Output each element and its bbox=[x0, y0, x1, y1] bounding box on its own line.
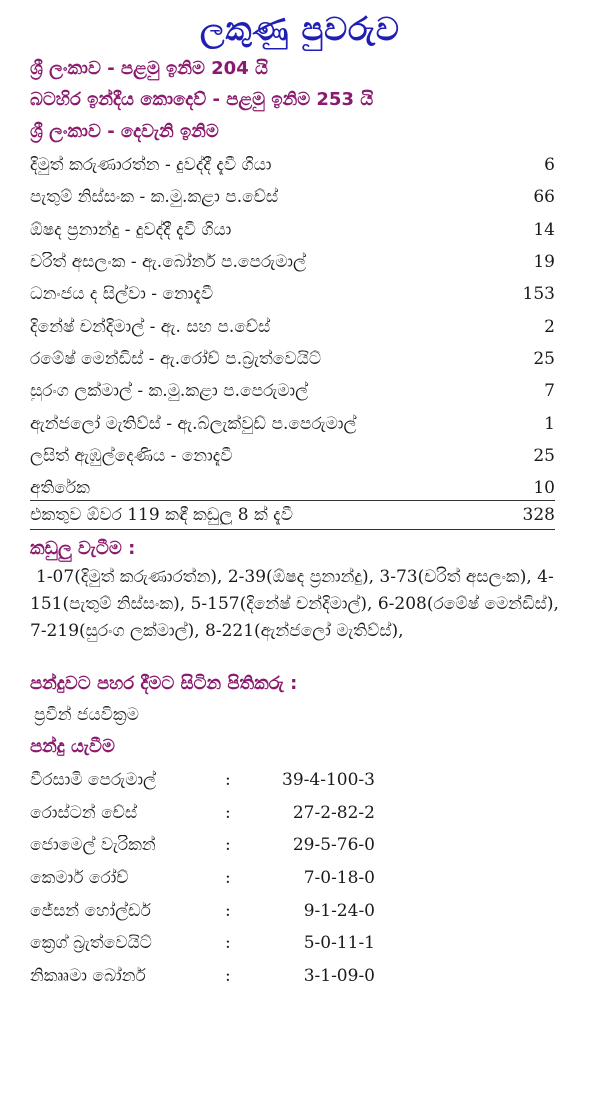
extras-runs: 10 bbox=[533, 478, 555, 499]
bowler-name: වීරසාමි පෙරුමාල් bbox=[30, 770, 157, 791]
batsman-runs: 66 bbox=[533, 187, 555, 208]
table-row bbox=[30, 862, 450, 895]
bowler-name: ක්‍රෙග් බ්‍රැත්වෙයිට් bbox=[30, 933, 152, 954]
bowler-figures: 7-0-18-0 bbox=[303, 868, 375, 889]
bowler-figures: 29-5-76-0 bbox=[292, 835, 375, 856]
sl-first-innings-heading: ශ්‍රී ලංකාව - පළමු ඉනිම 204 යි bbox=[30, 58, 268, 79]
table-row bbox=[30, 214, 555, 246]
table-row bbox=[30, 181, 555, 213]
table-row bbox=[30, 797, 450, 830]
bowler-name: නික්‍රූමා බෝනර් bbox=[30, 965, 146, 986]
dnb-player: ප්‍රවීන් ජයවික්‍රම bbox=[34, 705, 139, 725]
separator: : bbox=[225, 933, 231, 954]
total-label: එකතුව ඕවර 119 කඳී කඩුලු 8 ක් දැවී bbox=[30, 505, 293, 525]
table-row bbox=[30, 829, 450, 862]
batsman-name: සුරංග ලක්මාල් - ක.මු.කළා ප.පෙරුමාල් bbox=[30, 381, 309, 402]
bowler-figures: 39-4-100-3 bbox=[282, 770, 375, 791]
dnb-heading: පන්දුවට පහර දීමට සිටින පිතිකරු : bbox=[30, 673, 298, 694]
separator: : bbox=[225, 900, 231, 921]
bowler-figures: 3-1-09-0 bbox=[303, 965, 375, 986]
table-row bbox=[30, 375, 555, 407]
table-row bbox=[30, 310, 555, 342]
fow-text: 1-07(දිමුත් කරුණාරත්න), 2-39(ඕෂද ප්‍රනාන්දු), 3-73(චරිත් අසලංක), 4-151(පැතුම් නිස්සංක), 5-157(දිනේෂ් චන්දිමාල්), 6-208(රමේෂ් මෙන්ඩිස්), 7-219(සුරංග ලක්මාල්), 8-221(ඇන්ජලෝ මැතිව්ස්), bbox=[30, 567, 559, 641]
separator: : bbox=[225, 770, 231, 791]
batsman-runs: 6 bbox=[544, 155, 555, 176]
wi-first-innings-heading: බටහිර ඉන්දීය කොදෙව් - පළමු ඉනිම 253 යි bbox=[30, 89, 374, 110]
batsman-runs: 14 bbox=[533, 219, 555, 240]
batsman-name: ධනංජය ද සිල්වා - නොදැවී bbox=[30, 284, 214, 305]
table-row bbox=[30, 927, 450, 960]
total-row bbox=[30, 500, 555, 530]
table-row bbox=[30, 894, 450, 927]
total-runs: 328 bbox=[522, 505, 555, 525]
sl-second-innings-heading: ශ්‍රී ලංකාව - දෙවැනි ඉනිම bbox=[30, 121, 219, 142]
table-row bbox=[30, 246, 555, 278]
batsman-name: පැතුම් නිස්සංක - ක.මු.කළා ප.චේස් bbox=[30, 187, 279, 208]
batsman-runs: 2 bbox=[544, 316, 555, 337]
batsman-runs: 153 bbox=[522, 284, 555, 305]
batsman-runs: 19 bbox=[533, 252, 555, 273]
batsman-name: චරිත් අසලංක - ඇ.බෝනර් ප.පෙරුමාල් bbox=[30, 252, 306, 273]
extras-label: අතිරේක bbox=[30, 478, 90, 499]
batsman-runs: 1 bbox=[544, 413, 555, 434]
batsman-name: ඇන්ජලෝ මැතිව්ස් - ඇ.බ්ලැක්වුඩ් ප.පෙරුමාල් bbox=[30, 413, 357, 434]
table-row bbox=[30, 960, 450, 993]
batsman-name: දිනේෂ් චන්දිමාල් - ඇ. සහ ප.චේස් bbox=[30, 316, 271, 337]
separator: : bbox=[225, 965, 231, 986]
batsman-runs: 7 bbox=[544, 381, 555, 402]
batsman-name: රමේෂ් මෙන්ඩිස් - ඇ.රෝච් ප.බ්‍රැත්වෙයිට් bbox=[30, 348, 322, 369]
fow-heading: කඩුලු වැටීම : bbox=[30, 538, 136, 559]
batting-table bbox=[30, 149, 555, 504]
batsman-runs: 25 bbox=[533, 348, 555, 369]
table-row bbox=[30, 343, 555, 375]
bowler-name: රොස්ටන් චේස් bbox=[30, 802, 138, 823]
bowler-name: ජොමෙල් වැරිකන් bbox=[30, 835, 156, 856]
batsman-name: ලසිත් ඇඹුල්දෙණිය - නොදැවී bbox=[30, 445, 233, 466]
table-row bbox=[30, 407, 555, 439]
bowler-figures: 5-0-11-1 bbox=[303, 933, 375, 954]
table-row bbox=[30, 440, 555, 472]
page-title: ලකුණු පුවරුව bbox=[200, 10, 400, 48]
bowler-figures: 9-1-24-0 bbox=[303, 900, 375, 921]
separator: : bbox=[225, 802, 231, 823]
bowler-name: කෙමාර් රෝච් bbox=[30, 868, 129, 889]
bowler-name: ජේසන් හෝල්ඩර් bbox=[30, 900, 151, 921]
bowling-heading: පන්දු යැවීම bbox=[30, 736, 115, 757]
separator: : bbox=[225, 868, 231, 889]
table-row bbox=[30, 149, 555, 181]
batsman-runs: 25 bbox=[533, 445, 555, 466]
table-row bbox=[30, 278, 555, 310]
batsman-name: දිමුත් කරුණාරත්න - දුවද්දී දැවී ගියා bbox=[30, 155, 272, 176]
separator: : bbox=[225, 835, 231, 856]
table-row bbox=[30, 764, 450, 797]
bowler-figures: 27-2-82-2 bbox=[292, 802, 375, 823]
bowling-table bbox=[30, 764, 450, 992]
batsman-name: ඕෂද ප්‍රනාන්දු - දුවද්දී දැවී ගියා bbox=[30, 219, 232, 240]
